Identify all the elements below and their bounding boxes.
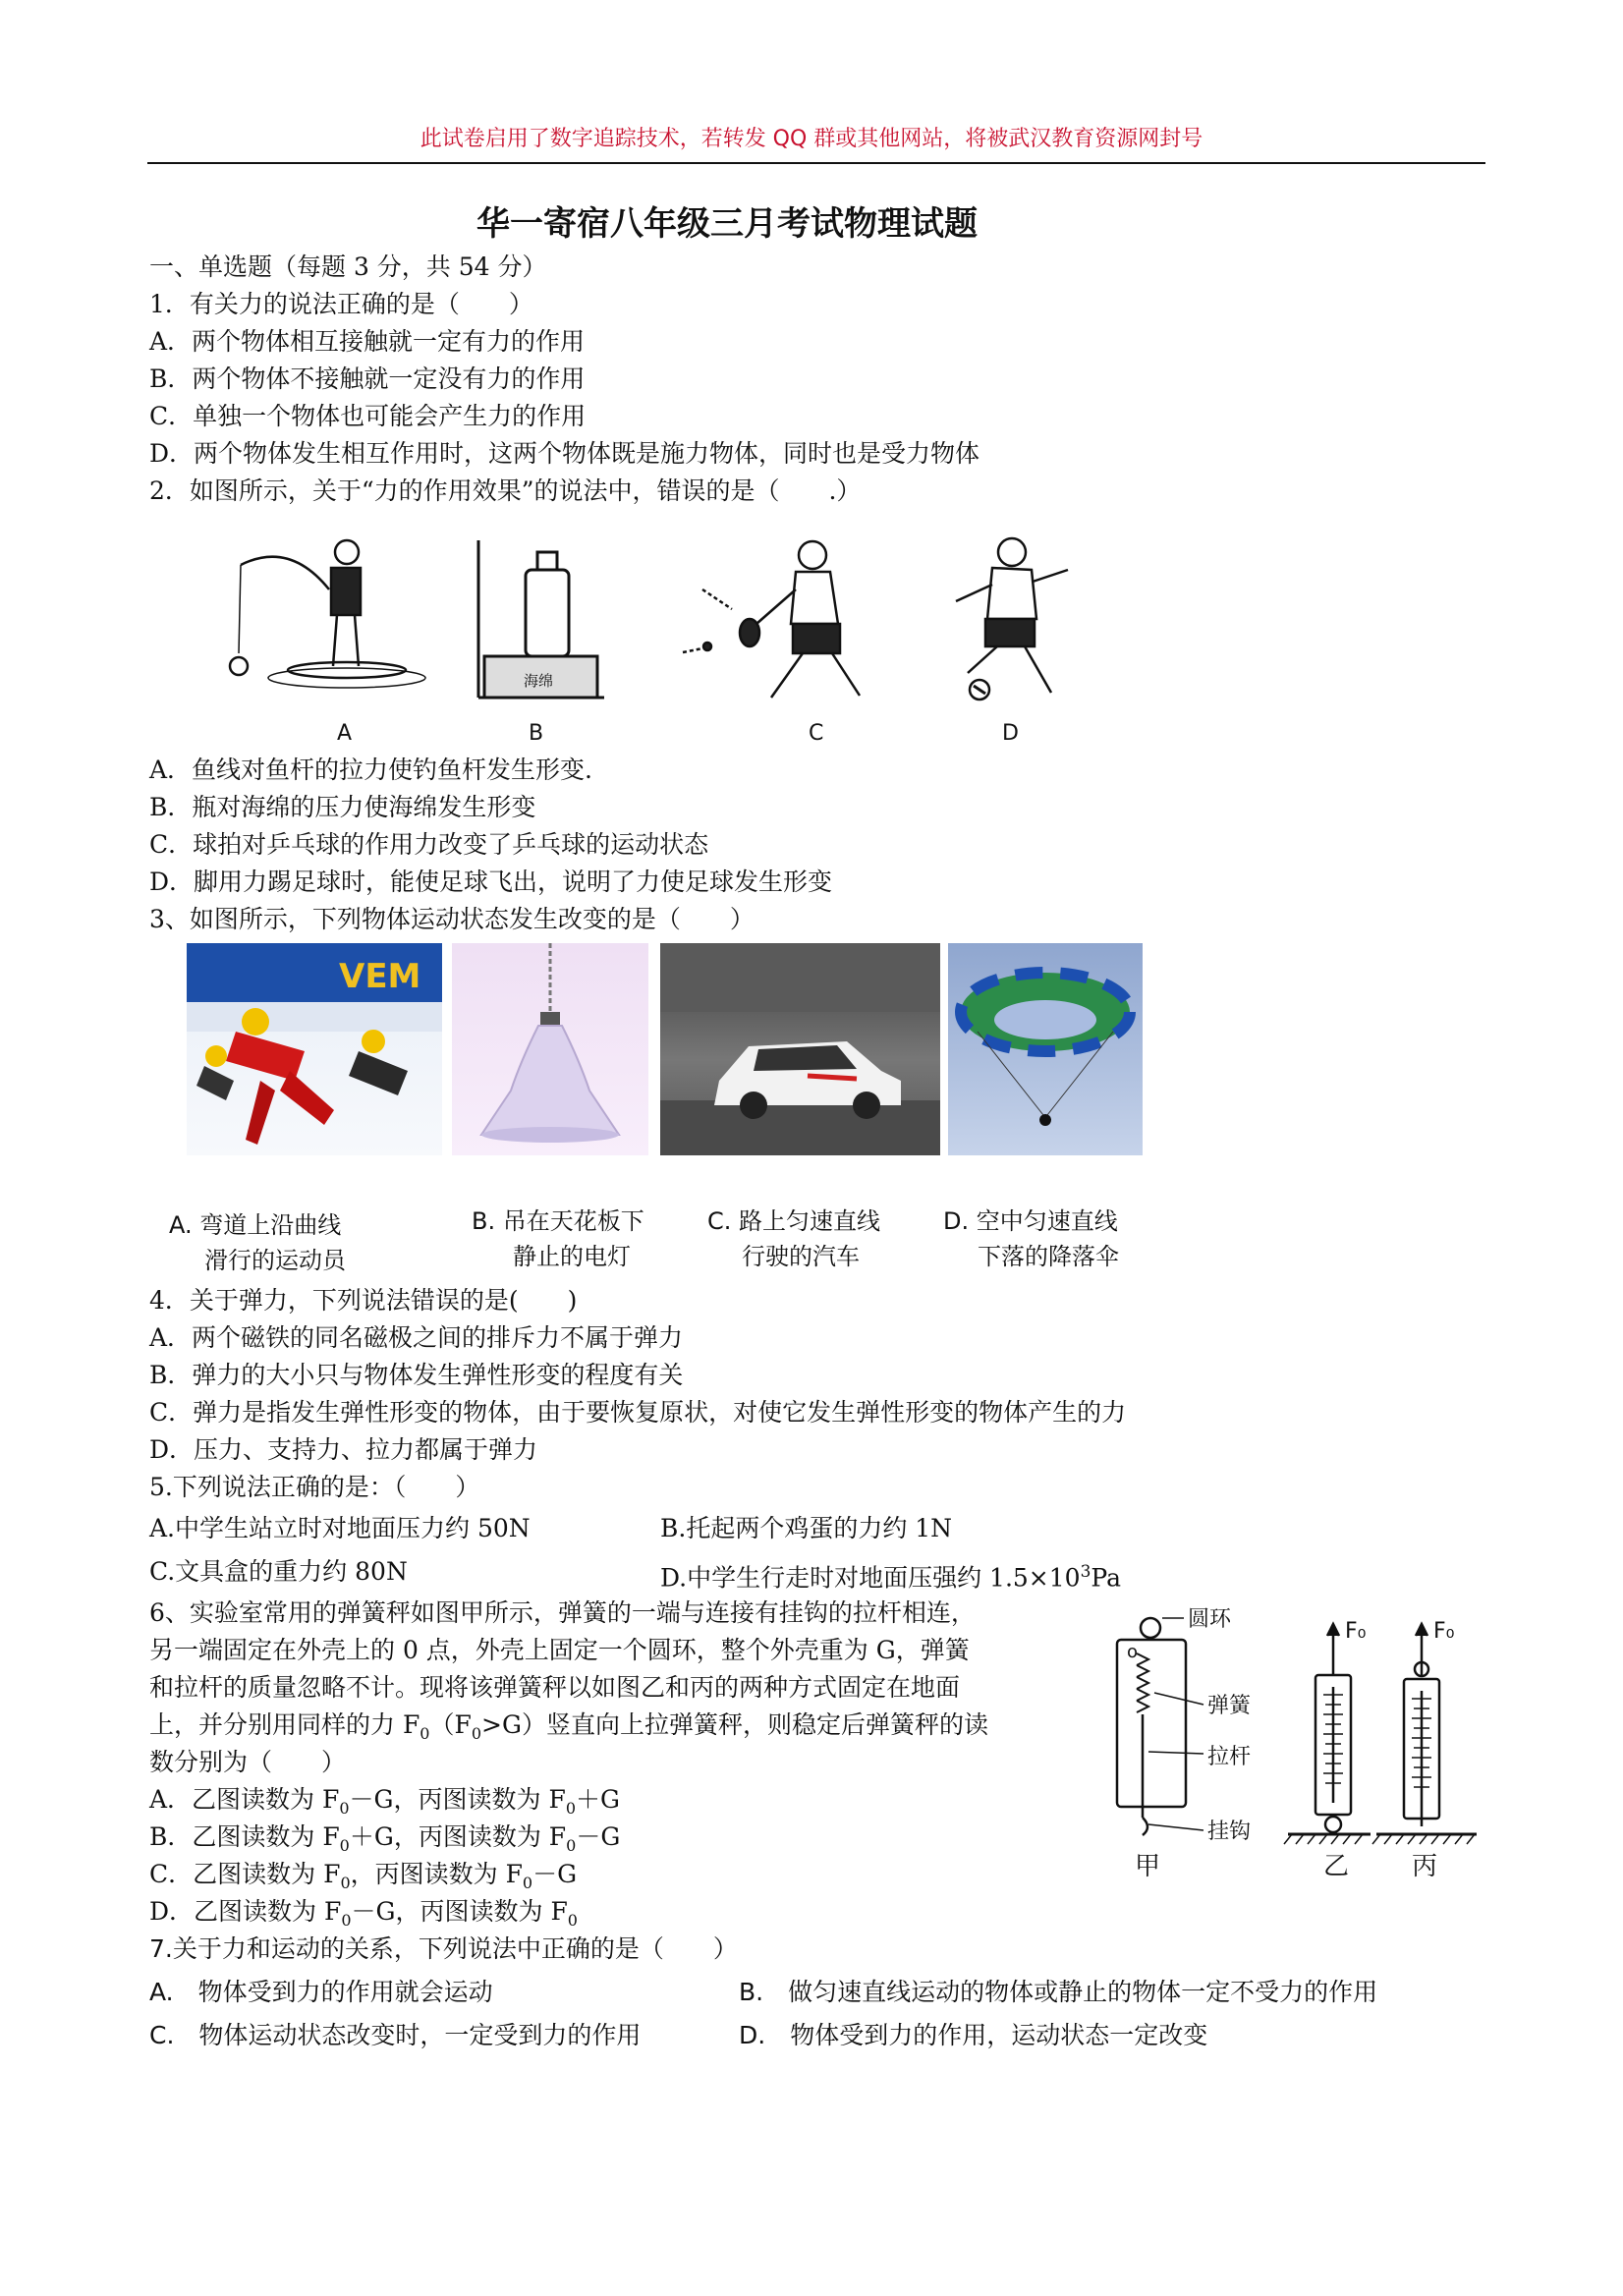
q5-option-b: B.托起两个鸡蛋的力约 1N — [660, 1514, 953, 1542]
q2-label-b: B — [529, 721, 544, 746]
q2-option-a: A．鱼线对鱼杆的拉力使钓鱼杆发生形变. — [149, 756, 593, 784]
q2-option-c: C．球拍对乒乓球的作用力改变了乒乓球的运动状态 — [149, 830, 709, 859]
section-heading: 一、单选题（每题 3 分，共 54 分） — [149, 252, 547, 281]
q6-option-d: D．乙图读数为 $F_0-G$，丙图读数为 $F_0$ — [149, 1897, 578, 1930]
q1-option-d: D．两个物体发生相互作用时，这两个物体既是施力物体，同时也是受力物体 — [149, 439, 980, 468]
q3-caption-b-line2: 静止的电灯 — [513, 1243, 631, 1270]
q2-stem: 2．如图所示，关于“力的作用效果”的说法中，错误的是（ .） — [149, 476, 862, 505]
q2-label-d: D — [1002, 721, 1019, 746]
q6-option-b: B．乙图读数为 $F_0+G$，丙图读数为 $F_0-G$ — [149, 1822, 621, 1855]
q7-option-c: C. 物体运动状态改变时，一定受到力的作用 — [149, 2021, 642, 2049]
q3-caption-a-line1: A. 弯道上沿曲线 — [169, 1211, 342, 1239]
label-bing: 丙 — [1412, 1852, 1438, 1881]
q6-option-c: C．乙图读数为 $F_0$，丙图读数为 $F_0-G$ — [149, 1860, 578, 1892]
q5-option-d: D.中学生行走时对地面压强约 $1.5\times 10^3Pa$ — [660, 1562, 1122, 1593]
sponge-label: 海绵 — [524, 672, 554, 690]
q6-stem-line3: 和拉杆的质量忽略不计。现将该弹簧秤以如图乙和丙的两种方式固定在地面 — [149, 1673, 961, 1702]
q6-stem-line4: 上，并分别用同样的力 $F_0(F_0>G)$竖直向上拉弹簧秤，则稳定后弹簧秤的读 — [149, 1710, 988, 1743]
q7-option-d: D. 物体受到力的作用，运动状态一定改变 — [739, 2021, 1208, 2049]
q1-stem: 1．有关力的说法正确的是（ ） — [149, 290, 533, 318]
q4-option-d: D．压力、支持力、拉力都属于弹力 — [149, 1435, 538, 1464]
q6-option-a: A．乙图读数为 $F_0-G$，丙图读数为 $F_0+G$ — [149, 1785, 620, 1818]
page-title: 华一寄宿八年级三月考试物理试题 — [476, 204, 978, 244]
q6-stem-line2: 另一端固定在外壳上的 0 点，外壳上固定一个圆环，整个外壳重为 G，弹簧 — [149, 1636, 970, 1664]
force-label-bing: F₀ — [1433, 1619, 1455, 1644]
label-hook: 挂钩 — [1207, 1820, 1252, 1844]
q6-stem-line1: 6、实验室常用的弹簧秤如图甲所示，弹簧的一端与连接有挂钩的拉杆相连， — [149, 1598, 976, 1627]
label-o-point: o — [1127, 1642, 1139, 1662]
rink-banner-text: VEM — [339, 957, 421, 996]
q1-option-a: A．两个物体相互接触就一定有力的作用 — [149, 327, 586, 356]
q5-stem: 5.下列说法正确的是：（ ） — [149, 1473, 480, 1501]
q1-option-b: B．两个物体不接触就一定没有力的作用 — [149, 364, 586, 393]
q5-option-c: C.文具盒的重力约 80N — [149, 1557, 408, 1586]
q3-stem: 3、如图所示，下列物体运动状态发生改变的是（ ） — [149, 905, 755, 933]
watermark-notice: 此试卷启用了数字追踪技术，若转发 QQ 群或其他网站，将被武汉教育资源网封号 — [420, 127, 1203, 151]
photo-car — [660, 943, 940, 1155]
photo-skaters — [187, 943, 442, 1155]
label-jia: 甲 — [1135, 1852, 1161, 1881]
q2-figure — [221, 531, 1105, 717]
q4-option-a: A．两个磁铁的同名磁极之间的排斥力不属于弹力 — [149, 1323, 684, 1352]
label-ring: 圆环 — [1188, 1607, 1232, 1632]
q5-option-a: A.中学生站立时对地面压力约 50N — [149, 1514, 531, 1542]
label-rod: 拉杆 — [1207, 1745, 1252, 1769]
header-rule — [147, 162, 1485, 164]
fisherman-sketch — [230, 540, 425, 688]
q2-option-d: D．脚用力踢足球时，能使足球飞出，说明了力使足球发生形变 — [149, 868, 833, 896]
force-label-yi: F₀ — [1345, 1619, 1367, 1644]
q7-option-b: B. 做匀速直线运动的物体或静止的物体一定不受力的作用 — [739, 1978, 1378, 2006]
label-spring: 弹簧 — [1207, 1694, 1252, 1718]
q2-label-a: A — [337, 721, 353, 746]
bottle-sponge-sketch — [478, 540, 604, 698]
photo-lamp — [452, 943, 648, 1155]
q7-stem: 7.关于力和运动的关系，下列说法中正确的是（ ） — [149, 1934, 738, 1963]
q3-caption-d-line1: D. 空中匀速直线 — [943, 1207, 1118, 1235]
q3-caption-c-line2: 行驶的汽车 — [742, 1243, 860, 1270]
q6-stem-line5: 数分别为（ ） — [149, 1748, 347, 1776]
q4-option-c: C．弹力是指发生弹性形变的物体，由于要恢复原状，对使它发生弹性形变的物体产生的力 — [149, 1398, 1127, 1427]
q4-stem: 4．关于弹力，下列说法错误的是( ) — [149, 1286, 578, 1315]
q6-spring-figure — [1105, 1606, 1498, 1886]
q2-option-b: B．瓶对海绵的压力使海绵发生形变 — [149, 793, 536, 821]
football-player-sketch — [956, 538, 1068, 700]
q3-caption-d-line2: 下落的降落伞 — [978, 1243, 1119, 1270]
q7-option-a: A. 物体受到力的作用就会运动 — [149, 1978, 493, 2006]
q2-label-c: C — [809, 721, 824, 746]
q3-caption-a-line2: 滑行的运动员 — [204, 1247, 346, 1274]
q1-option-c: C．单独一个物体也可能会产生力的作用 — [149, 402, 587, 430]
q3-caption-b-line1: B. 吊在天花板下 — [472, 1207, 644, 1235]
photo-parachute — [948, 943, 1143, 1155]
label-yi: 乙 — [1323, 1852, 1350, 1881]
pingpong-player-sketch — [683, 541, 860, 698]
q3-caption-c-line1: C. 路上匀速直线 — [707, 1207, 881, 1235]
q4-option-b: B．弹力的大小只与物体发生弹性形变的程度有关 — [149, 1361, 684, 1389]
